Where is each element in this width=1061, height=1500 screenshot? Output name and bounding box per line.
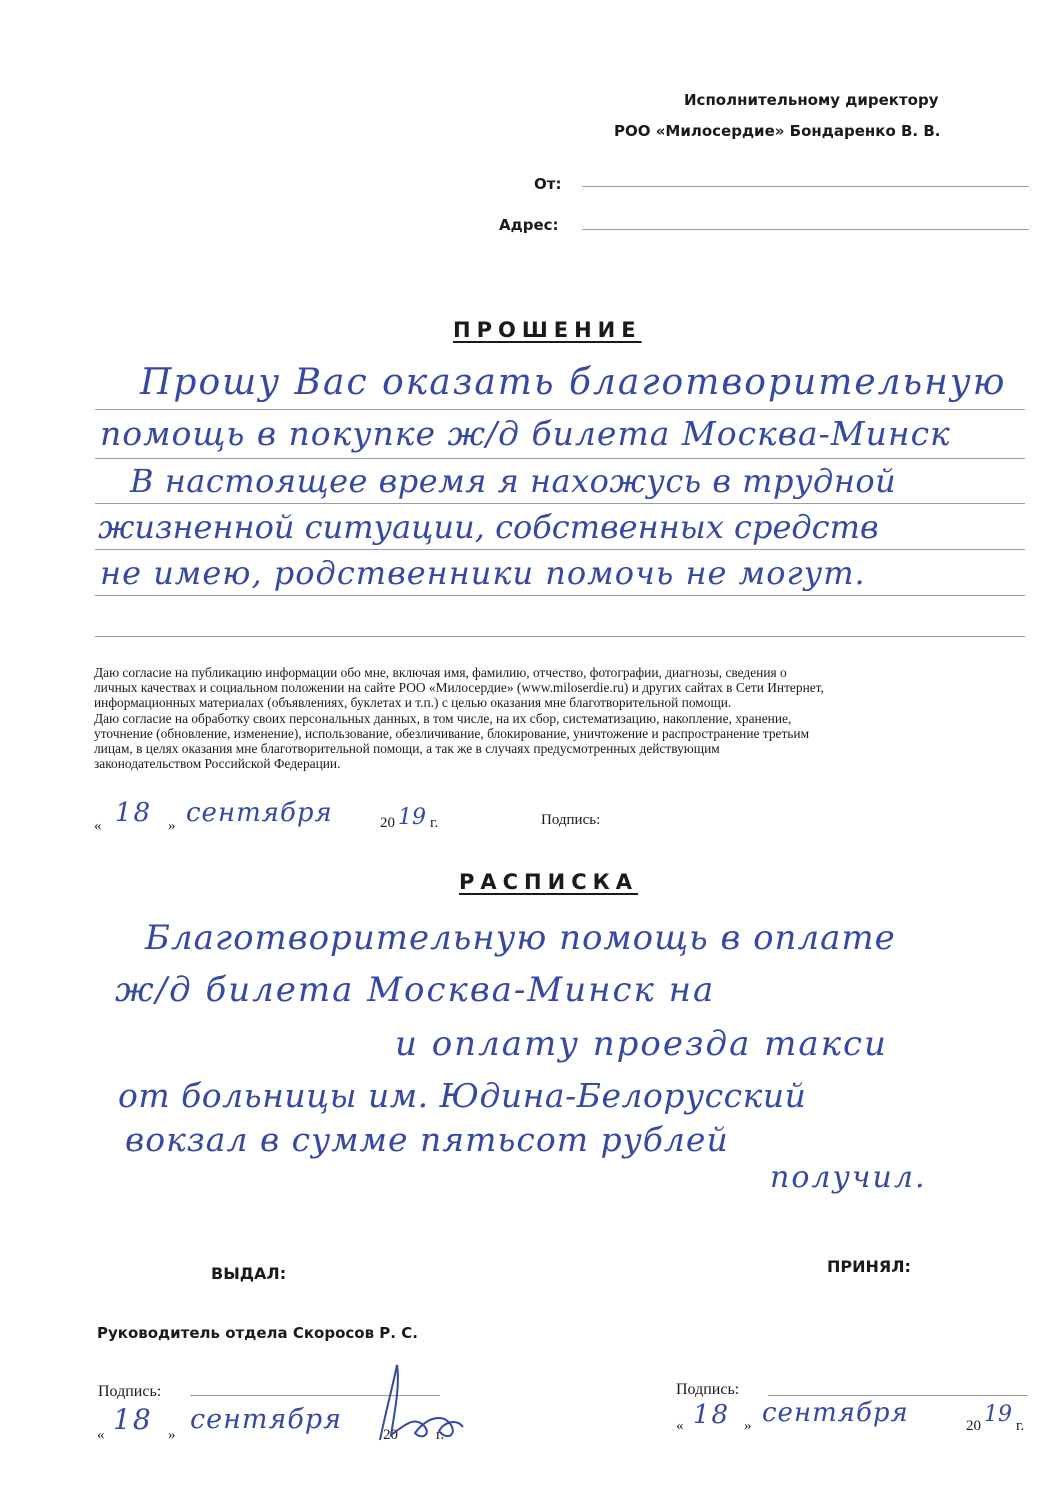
right-date-close-quote: »: [744, 1418, 752, 1434]
right-date-month: сентября: [762, 1398, 909, 1428]
accepted-label: ПРИНЯЛ:: [827, 1257, 911, 1276]
date-close-quote: »: [168, 818, 176, 834]
petition-handwriting: В настоящее время я нахожусь в трудной: [130, 462, 897, 500]
right-date-open-quote: «: [676, 1418, 684, 1434]
petition-line: [95, 549, 1025, 550]
signature-label: Подпись:: [541, 812, 601, 828]
consent-text: [94, 665, 1024, 771]
receipt-handwriting: от больницы им. Юдина-Белорусский: [118, 1076, 807, 1115]
petition-handwriting: не имею, родственники помочь не могут.: [100, 554, 866, 592]
consent-line: уточнение (обновление, изменение), использование, обезличивание, блокирование, уничтожение и распространение третьим: [94, 725, 810, 741]
date-g: г.: [430, 815, 439, 831]
left-date-day: 18: [113, 1403, 153, 1436]
official-name: Руководитель отдела Скоросов Р. С.: [97, 1324, 418, 1342]
petition-title: ПРОШЕНИЕ: [453, 318, 642, 342]
left-date-close-quote: »: [168, 1427, 176, 1443]
date-year-suffix: 19: [398, 805, 426, 830]
receipt-handwriting: ж/д билета Москва-Минск на: [115, 970, 716, 1010]
petition-handwriting: Прошу Вас оказать благотворительную: [140, 362, 1007, 403]
right-date-day: 18: [693, 1400, 731, 1430]
petition-line: [95, 503, 1025, 504]
left-date-open-quote: «: [97, 1427, 105, 1443]
left-date-month: сентября: [190, 1404, 343, 1435]
date-day: 18: [115, 798, 153, 828]
receipt-handwriting: и оплату проезда такси: [395, 1024, 888, 1064]
petition-line: [95, 409, 1025, 410]
consent-line: законодательством Российской Федерации.: [94, 756, 341, 772]
petition-handwriting: помощь в покупке ж/д билета Москва-Минск: [100, 414, 951, 453]
left-signature-scribble: [355, 1355, 470, 1445]
from-field-line: [582, 186, 1029, 187]
addressee-line2: РОО «Милосердие» Бондаренко В. В.: [614, 122, 941, 140]
consent-line: личных качествах и социальном положении на сайте РОО «Милосердие» (www.miloserdie.ru) и других сайтах в Сети Интернет,: [94, 680, 824, 696]
left-signature-label: Подпись:: [98, 1383, 162, 1400]
addressee-line1: Исполнительному директору: [684, 91, 939, 109]
petition-line: [95, 636, 1025, 637]
right-date-g: г.: [1016, 1418, 1025, 1434]
date-year-prefix: 20: [380, 815, 395, 831]
date-month: сентября: [186, 798, 333, 828]
consent-line: Даю согласие на публикацию информации обо мне, включая имя, фамилию, отчество, фотографии, диагнозы, сведения о: [94, 665, 787, 680]
receipt-handwriting: вокзал в сумме пятьсот рублей: [125, 1120, 729, 1159]
from-label: От:: [534, 175, 562, 193]
right-signature-line: [768, 1395, 1028, 1396]
address-field-line: [582, 229, 1029, 230]
receipt-handwriting: получил.: [770, 1160, 927, 1195]
left-date-g: г.: [436, 1427, 445, 1443]
right-date-year-suffix: 19: [984, 1402, 1012, 1427]
address-label: Адрес:: [499, 216, 559, 234]
petition-line: [95, 458, 1025, 459]
date-open-quote: «: [94, 818, 102, 834]
consent-line: лицам, в целях оказания мне благотворительной помощи, а так же в случаях предусмотренных действующим: [94, 741, 720, 757]
receipt-title: РАСПИСКА: [459, 870, 639, 894]
petition-handwriting: жизненной ситуации, собственных средств: [98, 508, 879, 546]
consent-line: информационных материалах (объявлениях, буклетах и т.п.) с целью оказания мне благотворительной помощи.: [94, 695, 732, 711]
receipt-handwriting: Благотворительную помощь в оплате: [145, 918, 896, 958]
consent-line: Даю согласие на обработку своих персональных данных, в том числе, на их сбор, систематизацию, накопление, хранение,: [94, 710, 792, 726]
petition-line: [95, 595, 1025, 596]
right-signature-label: Подпись:: [676, 1381, 740, 1398]
right-date-year-prefix: 20: [966, 1418, 981, 1434]
issued-label: ВЫДАЛ:: [211, 1264, 287, 1283]
left-date-year-prefix: 20: [383, 1427, 398, 1443]
